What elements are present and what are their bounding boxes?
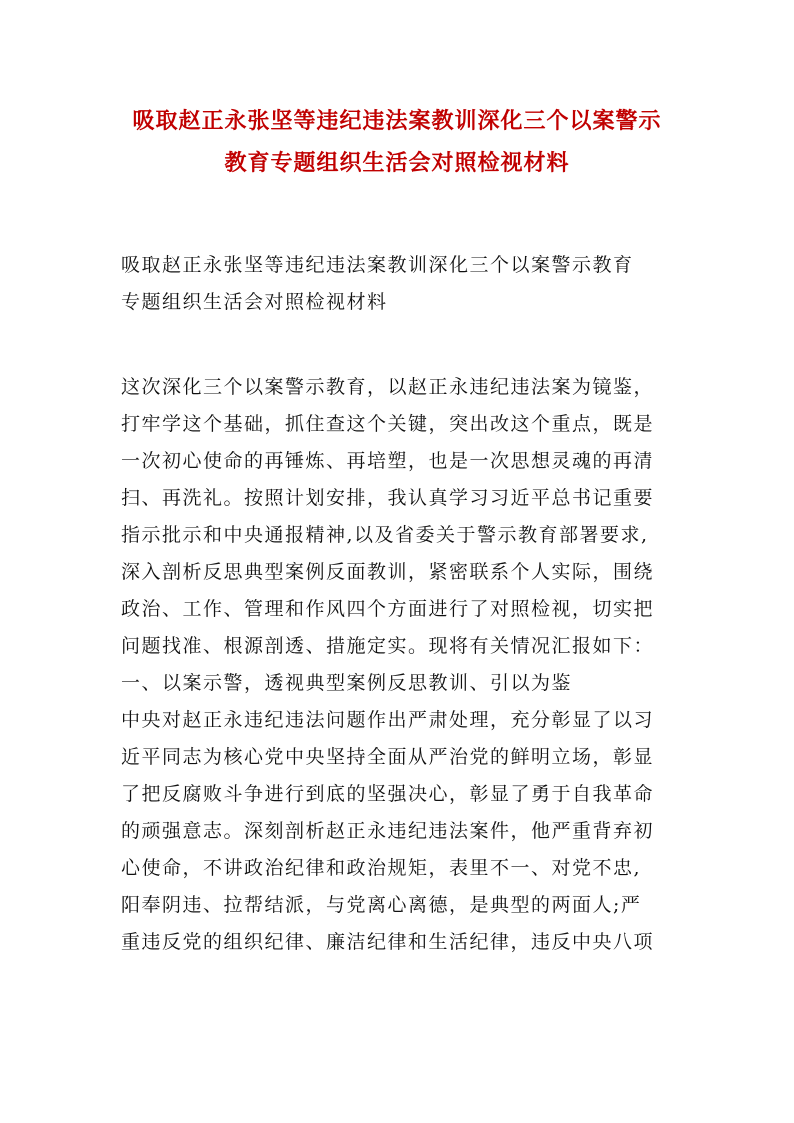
body-line: 的顽强意志。深刻剖析赵正永违纪违法案件，他严重背弃初	[121, 820, 655, 842]
title-line-1: 吸取赵正永张坚等违纪违法案教训深化三个以案警示	[132, 108, 662, 134]
document-subtitle	[121, 247, 681, 321]
subtitle-line-2: 专题组织生活会对照检视材料	[121, 291, 388, 313]
body-line: 扫、再洗礼。按照计划安排，我认真学习习近平总书记重要	[121, 487, 655, 509]
body-line: 了把反腐败斗争进行到底的坚强决心，彰显了勇于自我革命	[121, 783, 655, 805]
section-heading: 一、以案示警，透视典型案例反思教训、引以为鉴	[121, 672, 573, 694]
title-line-2: 教育专题组织生活会对照检视材料	[224, 150, 570, 176]
body-line: 打牢学这个基础，抓住查这个关键，突出改这个重点，既是	[121, 413, 655, 435]
body-line: 问题找准、根源剖透、措施定实。现将有关情况汇报如下：	[121, 635, 655, 657]
body-line: 政治、工作、管理和作风四个方面进行了对照检视，切实把	[121, 598, 655, 620]
body-line: 心使命，不讲政治纪律和政治规矩，表里不一、对党不忠,	[121, 857, 642, 879]
body-line: 近平同志为核心党中央坚持全面从严治党的鲜明立场，彰显	[121, 746, 655, 768]
body-line: 阳奉阴违、拉帮结派，与党离心离德，是典型的两面人;严	[121, 894, 642, 916]
document-title	[0, 100, 794, 184]
document-body	[121, 369, 681, 961]
body-line: 重违反党的组织纪律、廉洁纪律和生活纪律，违反中央八项	[121, 931, 655, 953]
body-line: 这次深化三个以案警示教育，以赵正永违纪违法案为镜鉴，	[121, 376, 655, 398]
subtitle-line-1: 吸取赵正永张坚等违纪违法案教训深化三个以案警示教育	[121, 254, 634, 276]
body-line: 深入剖析反思典型案例反面教训，紧密联系个人实际，围绕	[121, 561, 655, 583]
body-line: 一次初心使命的再锤炼、再培塑，也是一次思想灵魂的再清	[121, 450, 655, 472]
body-line: 中央对赵正永违纪违法问题作出严肃处理，充分彰显了以习	[121, 709, 655, 731]
body-line: 指示批示和中央通报精神,以及省委关于警示教育部署要求,	[121, 524, 649, 546]
